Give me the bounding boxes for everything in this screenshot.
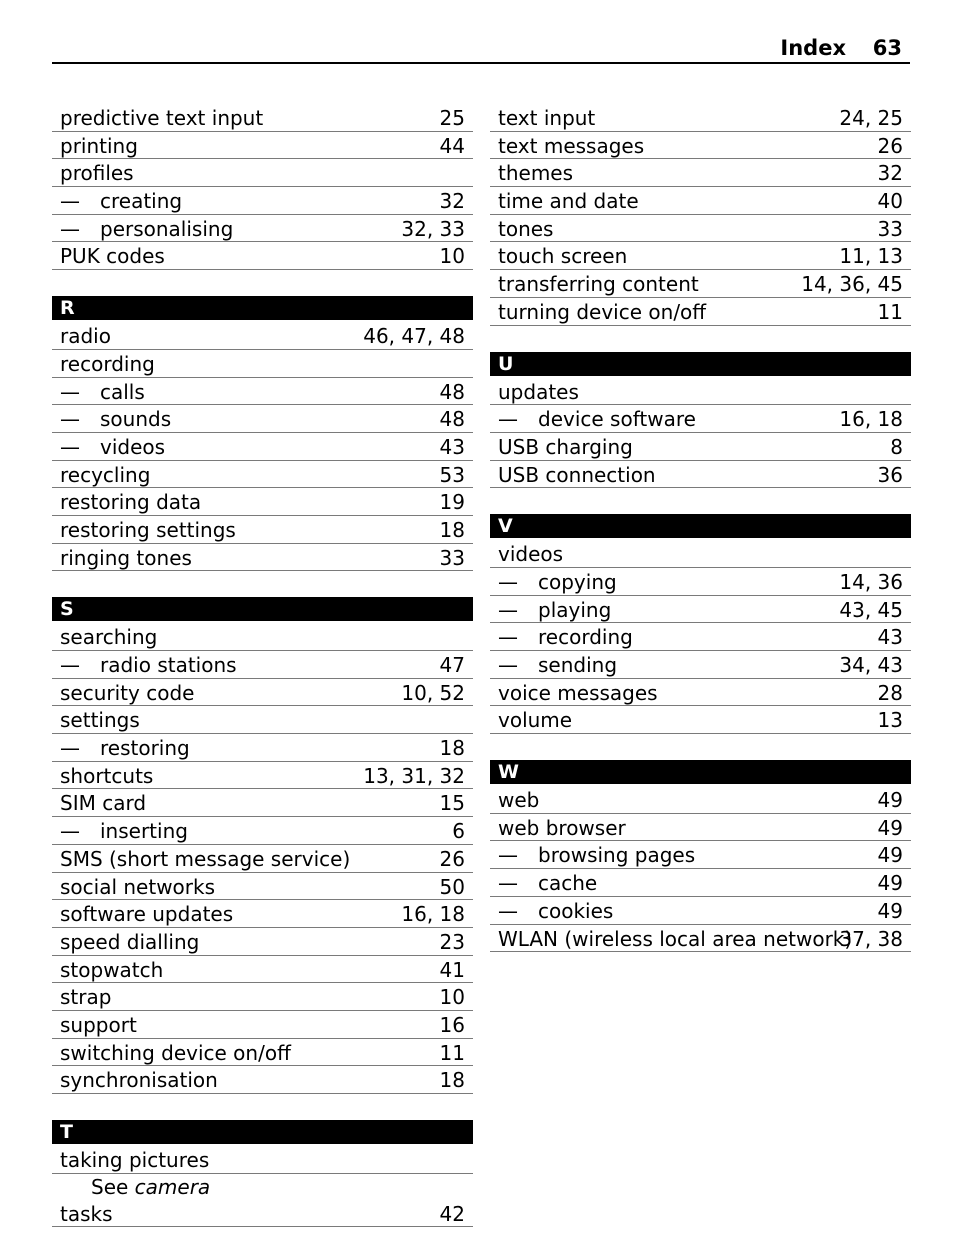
- entry-pages: 14, 36, 45: [801, 272, 903, 297]
- entry-term-wrap: [60, 734, 190, 762]
- entry-term: USB connection: [498, 462, 656, 487]
- entry-term-wrap: [60, 132, 138, 160]
- subentry-dash: —: [498, 625, 518, 650]
- subentry-dash: —: [498, 898, 518, 923]
- index-subentry: [52, 187, 473, 215]
- entry-term: searching: [60, 625, 158, 650]
- entry-term: stopwatch: [60, 957, 164, 982]
- entry-term: social networks: [60, 874, 216, 899]
- entry-term-wrap: [60, 187, 182, 215]
- entry-pages: 6: [452, 819, 465, 844]
- entry-pages: 18: [439, 517, 465, 542]
- entry-term: shortcuts: [60, 763, 154, 788]
- entry-pages: 49: [877, 898, 903, 923]
- index-column-right: [490, 104, 911, 952]
- entry-term: SIM card: [60, 791, 147, 816]
- section-spacer: [490, 326, 911, 352]
- index-subentry: [490, 841, 911, 869]
- entry-pages: 49: [877, 843, 903, 868]
- entry-term: volume: [498, 708, 573, 733]
- entry-term: cookies: [538, 898, 614, 923]
- entry-pages: 43: [439, 434, 465, 459]
- entry-term: tasks: [60, 1201, 113, 1226]
- entry-term-wrap: [60, 350, 155, 378]
- entry-pages: 28: [877, 680, 903, 705]
- entry-pages: 37, 38: [839, 926, 903, 951]
- index-entry: [490, 461, 911, 489]
- entry-term-wrap: [498, 298, 706, 326]
- index-entry: [52, 1011, 473, 1039]
- index-entry: [52, 983, 473, 1011]
- entry-term-wrap: [498, 568, 617, 596]
- index-subentry: [490, 897, 911, 925]
- entry-pages: 10, 52: [401, 680, 465, 705]
- entry-term: predictive text input: [60, 106, 264, 130]
- entry-term: recycling: [60, 462, 151, 487]
- entry-term-wrap: [498, 187, 639, 215]
- subentry-dash: —: [498, 653, 518, 677]
- index-subentry: [52, 734, 473, 762]
- index-entry: [52, 159, 473, 187]
- index-entry: [490, 679, 911, 707]
- entry-term-wrap: [498, 132, 644, 160]
- subentry-dash: —: [60, 189, 80, 214]
- section-spacer: [52, 1094, 473, 1120]
- entry-term-wrap: [60, 1011, 137, 1039]
- index-entry: [490, 378, 911, 406]
- section-letter-heading: R: [52, 296, 473, 320]
- index-entry: [52, 1146, 473, 1174]
- entry-term-wrap: [60, 706, 140, 734]
- entry-term: time and date: [498, 189, 639, 214]
- entry-pages: 42: [439, 1201, 465, 1226]
- index-subentry: [52, 817, 473, 845]
- entry-term-wrap: [60, 679, 194, 707]
- entry-pages: 44: [439, 133, 465, 158]
- entry-term-wrap: [60, 789, 146, 817]
- entry-term: device software: [538, 407, 696, 432]
- entry-term: turning device on/off: [498, 299, 707, 324]
- entry-term-wrap: [60, 900, 233, 928]
- entry-pages: 46, 47, 48: [363, 324, 465, 349]
- index-entry: [52, 104, 473, 132]
- index-column-left: [52, 104, 473, 1227]
- entry-term-wrap: [60, 1200, 113, 1228]
- subentry-dash: —: [498, 843, 518, 868]
- index-subentry: [52, 405, 473, 433]
- index-entry: [52, 516, 473, 544]
- entry-term: themes: [498, 161, 574, 186]
- index-entry: [52, 1200, 473, 1228]
- see-target: camera: [134, 1174, 211, 1199]
- entry-pages: 33: [877, 216, 903, 241]
- entry-pages: 11: [877, 299, 903, 324]
- index-entry: [52, 461, 473, 489]
- entry-term-wrap: [60, 461, 150, 489]
- entry-term: ringing tones: [60, 545, 192, 570]
- entry-pages: 32, 33: [401, 216, 465, 241]
- entry-pages: 49: [877, 815, 903, 840]
- entry-term-wrap: [60, 405, 171, 433]
- subentry-dash: —: [60, 819, 80, 844]
- entry-pages: 8: [890, 434, 903, 459]
- index-entry: [52, 706, 473, 734]
- index-entry: [52, 350, 473, 378]
- index-subentry: [52, 215, 473, 243]
- entry-term: profiles: [60, 161, 134, 186]
- entry-pages: 16, 18: [839, 407, 903, 432]
- index-entry: [52, 132, 473, 160]
- section-letter-heading: W: [490, 760, 911, 784]
- entry-term: radio stations: [100, 653, 237, 677]
- index-entry: [490, 215, 911, 243]
- entry-pages: 43, 45: [839, 597, 903, 622]
- see-reference: [52, 1174, 473, 1200]
- entry-term: text messages: [498, 133, 645, 158]
- subentry-dash: —: [498, 871, 518, 896]
- entry-term: touch screen: [498, 244, 628, 269]
- entry-term: synchronisation: [60, 1068, 218, 1093]
- entry-term-wrap: [60, 488, 201, 516]
- entry-term-wrap: [498, 869, 597, 897]
- entry-pages: 50: [439, 874, 465, 899]
- subentry-dash: —: [498, 597, 518, 622]
- entry-term-wrap: [498, 215, 553, 243]
- entry-term: inserting: [100, 819, 188, 844]
- index-subentry: [52, 433, 473, 461]
- entry-term: text input: [498, 106, 596, 130]
- subentry-dash: —: [60, 736, 80, 761]
- entry-term: browsing pages: [538, 843, 696, 868]
- section-spacer: [490, 488, 911, 514]
- entry-term: support: [60, 1012, 137, 1037]
- entry-pages: 26: [877, 133, 903, 158]
- entry-term-wrap: [60, 104, 263, 132]
- entry-pages: 19: [439, 490, 465, 515]
- entry-term-wrap: [498, 623, 633, 651]
- entry-term: videos: [498, 542, 564, 567]
- entry-pages: 48: [439, 379, 465, 404]
- entry-pages: 11: [439, 1040, 465, 1065]
- index-entry: [52, 623, 473, 651]
- entry-term: recording: [60, 351, 155, 376]
- entry-term: software updates: [60, 902, 234, 927]
- index-entry: [490, 187, 911, 215]
- entry-pages: 33: [439, 545, 465, 570]
- index-entry: [52, 762, 473, 790]
- entry-pages: 41: [439, 957, 465, 982]
- entry-term: transferring content: [498, 272, 699, 297]
- entry-term: web browser: [498, 815, 626, 840]
- index-entry: [52, 1039, 473, 1067]
- section-letter-heading: V: [490, 514, 911, 538]
- entry-term-wrap: [498, 540, 563, 568]
- section-letter-heading: S: [52, 597, 473, 621]
- entry-pages: 48: [439, 407, 465, 432]
- index-entry: [52, 900, 473, 928]
- index-subentry: [52, 378, 473, 406]
- entry-pages: 10: [439, 244, 465, 269]
- index-entry: [490, 104, 911, 132]
- index-entry: [490, 540, 911, 568]
- entry-pages: 25: [439, 106, 465, 130]
- entry-term: recording: [538, 625, 633, 650]
- entry-term-wrap: [498, 461, 656, 489]
- entry-term-wrap: [60, 544, 192, 572]
- entry-term-wrap: [498, 159, 573, 187]
- entry-term-wrap: [498, 897, 613, 925]
- entry-term: personalising: [100, 216, 234, 241]
- entry-term-wrap: [498, 242, 627, 270]
- entry-term: sending: [538, 653, 618, 677]
- entry-term: printing: [60, 133, 138, 158]
- entry-term-wrap: [498, 378, 579, 406]
- entry-term-wrap: [60, 928, 199, 956]
- entry-term: security code: [60, 680, 195, 705]
- entry-term: restoring data: [60, 490, 202, 515]
- entry-term-wrap: [60, 651, 237, 679]
- index-subentry: [490, 869, 911, 897]
- entry-pages: 26: [439, 846, 465, 871]
- entry-term-wrap: [498, 814, 626, 842]
- entry-term-wrap: [60, 873, 215, 901]
- entry-term-wrap: [498, 270, 699, 298]
- index-entry: [490, 270, 911, 298]
- index-subentry: [490, 405, 911, 433]
- entry-term-wrap: [498, 706, 572, 734]
- entry-pages: 13, 31, 32: [363, 763, 465, 788]
- entry-term: switching device on/off: [60, 1040, 291, 1065]
- entry-term: speed dialling: [60, 929, 200, 954]
- entry-term-wrap: [498, 925, 852, 953]
- entry-term-wrap: [60, 845, 350, 873]
- entry-pages: 16: [439, 1012, 465, 1037]
- entry-pages: 23: [439, 929, 465, 954]
- entry-pages: 43: [877, 625, 903, 650]
- entry-term-wrap: [498, 679, 658, 707]
- entry-term: sounds: [100, 407, 172, 432]
- entry-pages: 32: [439, 189, 465, 214]
- entry-term: playing: [538, 597, 612, 622]
- entry-term-wrap: [498, 104, 595, 132]
- entry-term: cache: [538, 871, 598, 896]
- entry-pages: 53: [439, 462, 465, 487]
- entry-term: settings: [60, 708, 140, 733]
- entry-term-wrap: [498, 405, 696, 433]
- index-entry: [490, 298, 911, 326]
- index-entry: [52, 1066, 473, 1094]
- index-subentry: [490, 596, 911, 624]
- index-entry: [52, 789, 473, 817]
- index-entry: [490, 433, 911, 461]
- entry-term-wrap: [60, 1066, 218, 1094]
- entry-term-wrap: [60, 1039, 291, 1067]
- index-subentry: [490, 651, 911, 679]
- entry-term: tones: [498, 216, 554, 241]
- index-entry: [490, 132, 911, 160]
- index-entry: [52, 679, 473, 707]
- subentry-dash: —: [60, 434, 80, 459]
- entry-pages: 49: [877, 788, 903, 813]
- index-subentry: [490, 568, 911, 596]
- index-entry: [490, 706, 911, 734]
- index-entry: [52, 928, 473, 956]
- subentry-dash: —: [60, 379, 80, 404]
- index-entry: [52, 544, 473, 572]
- entry-term: PUK codes: [60, 244, 165, 269]
- entry-pages: 49: [877, 871, 903, 896]
- entry-term-wrap: [60, 817, 188, 845]
- entry-pages: 11, 13: [839, 244, 903, 269]
- entry-pages: 14, 36: [839, 569, 903, 594]
- entry-term: videos: [100, 434, 166, 459]
- entry-pages: 47: [439, 653, 465, 677]
- entry-term: updates: [498, 379, 579, 404]
- entry-term-wrap: [60, 378, 145, 406]
- index-subentry: [490, 623, 911, 651]
- entry-pages: 34, 43: [839, 653, 903, 677]
- entry-pages: 32: [877, 161, 903, 186]
- index-entry: [490, 159, 911, 187]
- subentry-dash: —: [60, 653, 80, 677]
- index-subentry: [52, 651, 473, 679]
- entry-term: SMS (short message service): [60, 846, 351, 871]
- page-header: [52, 30, 910, 64]
- entry-term-wrap: [60, 242, 165, 270]
- index-entry: [52, 956, 473, 984]
- entry-term-wrap: [60, 516, 236, 544]
- entry-pages: 24, 25: [839, 106, 903, 130]
- section-spacer: [490, 734, 911, 760]
- entry-term: WLAN (wireless local area network): [498, 926, 853, 951]
- index-entry: [52, 873, 473, 901]
- entry-term-wrap: [498, 433, 633, 461]
- subentry-dash: —: [498, 569, 518, 594]
- entry-pages: 18: [439, 736, 465, 761]
- entry-pages: 13: [877, 708, 903, 733]
- entry-term: strap: [60, 985, 112, 1010]
- page-number: 63: [872, 36, 902, 60]
- section-spacer: [52, 571, 473, 597]
- subentry-dash: —: [498, 407, 518, 432]
- entry-term: taking pictures: [60, 1148, 210, 1172]
- entry-term-wrap: [60, 623, 157, 651]
- subentry-dash: —: [60, 216, 80, 241]
- entry-term: restoring settings: [60, 517, 236, 542]
- index-entry: [52, 322, 473, 350]
- section-letter-heading: T: [52, 1120, 473, 1144]
- index-entry: [490, 925, 911, 953]
- entry-term-wrap: [60, 322, 111, 350]
- entry-term: calls: [100, 379, 145, 404]
- entry-pages: 10: [439, 985, 465, 1010]
- entry-term-wrap: [60, 433, 165, 461]
- entry-term-wrap: [60, 1146, 209, 1174]
- entry-term-wrap: [60, 215, 233, 243]
- entry-term-wrap: [498, 596, 611, 624]
- entry-pages: 40: [877, 189, 903, 214]
- entry-term-wrap: [498, 651, 617, 679]
- entry-term: USB charging: [498, 434, 633, 459]
- entry-term-wrap: [60, 159, 134, 187]
- entry-term: voice messages: [498, 680, 658, 705]
- page-title: Index: [780, 36, 846, 60]
- entry-term: restoring: [100, 736, 190, 761]
- entry-term-wrap: [498, 841, 695, 869]
- entry-term-wrap: [60, 762, 153, 790]
- entry-pages: 16, 18: [401, 902, 465, 927]
- entry-term-wrap: [498, 786, 539, 814]
- index-entry: [52, 242, 473, 270]
- index-entry: [490, 786, 911, 814]
- section-letter-heading: U: [490, 352, 911, 376]
- entry-pages: 18: [439, 1068, 465, 1093]
- entry-term-wrap: [60, 956, 163, 984]
- index-entry: [490, 814, 911, 842]
- entry-term: web: [498, 788, 540, 813]
- entry-pages: 15: [439, 791, 465, 816]
- entry-term: copying: [538, 569, 617, 594]
- see-prefix: See: [91, 1174, 129, 1199]
- entry-pages: 36: [877, 462, 903, 487]
- entry-term-wrap: [60, 983, 111, 1011]
- index-entry: [52, 488, 473, 516]
- entry-term: creating: [100, 189, 183, 214]
- entry-term: radio: [60, 324, 111, 349]
- subentry-dash: —: [60, 407, 80, 432]
- section-spacer: [52, 270, 473, 296]
- index-entry: [490, 242, 911, 270]
- index-entry: [52, 845, 473, 873]
